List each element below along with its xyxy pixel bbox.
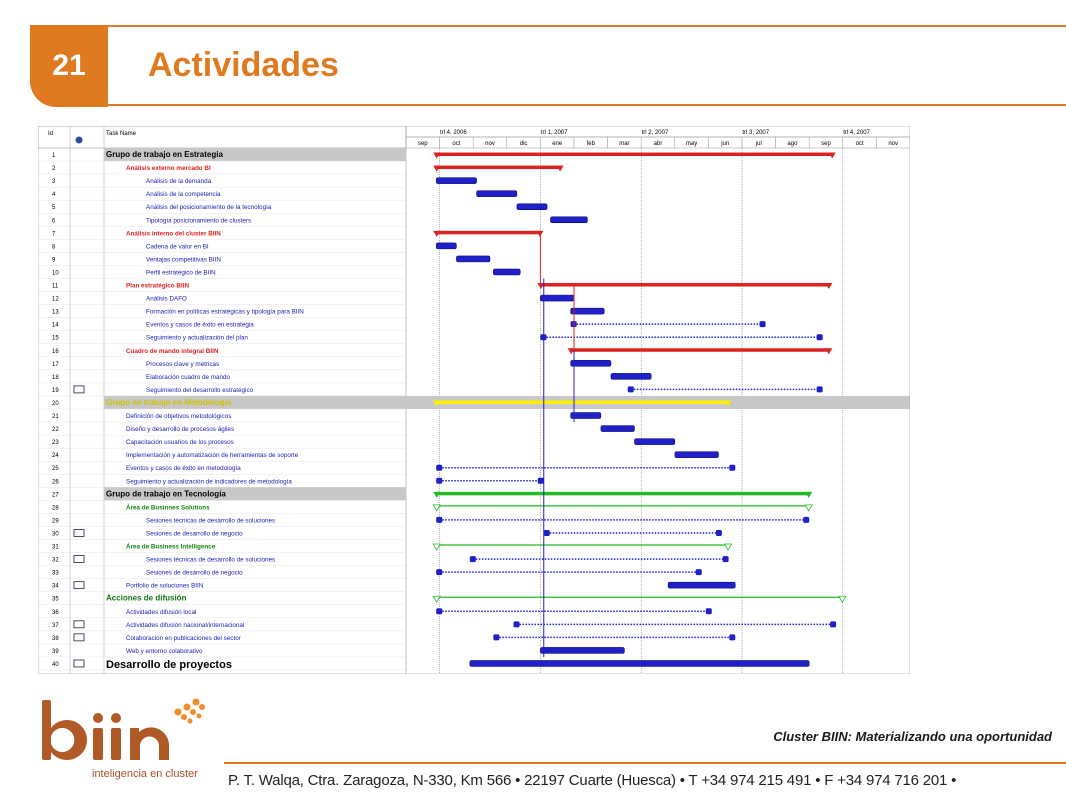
task-segment [628,386,634,392]
month-label: nov [485,141,495,147]
task-id: 37 [52,622,59,629]
task-segment [729,465,735,471]
task-id: 36 [52,609,59,616]
task-name: Desarrollo de proyectos [106,658,232,671]
task-segment [436,608,442,614]
summary-end-marker [433,596,440,602]
task-name: Portfolio de soluciones BIIN [126,582,204,590]
task-name-header: Task Name [106,131,137,137]
task-id: 5 [52,205,56,212]
table-header [38,126,406,148]
task-name: Eventos y casos de éxito en metodología [126,465,241,473]
task-bar [540,647,624,653]
task-bar [601,426,635,432]
task-bar [436,178,476,184]
info-icon [76,137,83,144]
task-bar [517,204,547,210]
task-name: Seguimiento del desarrollo estratégico [146,386,254,394]
task-name: Diseño y desarrollo de procesos ágiles [126,426,235,434]
task-segment [830,621,836,627]
month-label: jul [755,141,762,147]
task-segment [760,321,766,327]
month-label: may [685,141,698,147]
task-segment [723,556,729,562]
task-id: 35 [52,596,59,603]
task-name: Capacitación usuarios de los procesos [126,439,234,447]
task-indicator-icon [74,556,84,563]
task-id: 24 [52,453,59,460]
task-name: Área de Businnes Solutions [126,504,210,512]
task-id: 11 [52,283,59,290]
task-id: 4 [52,192,56,199]
task-name: Acciones de difusión [106,593,187,603]
task-name: Sesiones de desarrollo de negocio [146,569,243,577]
task-bar [456,256,490,262]
task-segment [436,569,442,575]
task-segment [817,334,823,340]
task-id: 1 [52,153,56,159]
task-id: 15 [52,335,59,342]
quarter-label: trl 4, 2007 [843,130,870,136]
task-name: Seguimiento y actualización de indicadores de metodología [126,478,292,486]
task-segment [817,386,823,392]
task-name: Actividades difusión local [126,608,197,616]
task-id: 32 [52,557,59,564]
month-label: nov [888,141,899,147]
task-id: 8 [52,244,56,251]
task-id: 9 [52,257,56,264]
task-segment [696,569,702,575]
task-bar [675,452,719,458]
task-bar [571,413,601,419]
task-id: 27 [52,492,59,499]
task-id: 33 [52,570,59,577]
task-name: Análisis interno del cluster BIIN [126,230,221,238]
task-indicator-icon [74,634,84,641]
quarter-label: trl 4, 2006 [440,130,467,136]
footer-divider [224,762,1066,764]
task-name: Eventos y casos de éxito en estrategia [146,321,254,329]
month-label: oct [855,141,864,147]
summary-end-marker [805,505,812,511]
summary-bar [436,153,832,157]
task-name: Cuadro de mando integral BIIN [126,347,219,355]
task-segment [803,517,809,523]
month-label: sep [417,141,428,147]
task-id: 12 [52,296,59,303]
task-segment [514,621,520,627]
summary-end-marker [725,544,732,550]
task-name: Análisis de la demanda [146,178,212,186]
month-label: jun [721,141,730,147]
summary-bar [436,400,728,404]
task-id: 25 [52,466,59,473]
task-id: 2 [52,166,56,173]
task-bar [436,243,456,249]
task-segment [538,478,544,484]
logo-tagline: inteligencia en cluster [92,768,198,780]
task-segment [716,530,722,536]
task-name: Análisis externo mercado BI [126,165,211,173]
summary-bar [436,166,560,170]
task-name: Sesiones técnicas de desarrollo de soluciones [146,517,276,525]
task-name: Ventajas competitivas BIIN [146,256,221,264]
task-name: Procesos clave y métricas [146,360,220,368]
task-id: 29 [52,518,59,525]
task-indicator-icon [74,621,84,628]
summary-end-marker [433,544,440,550]
task-bar [540,295,574,301]
task-id: 40 [52,661,59,668]
task-id: 13 [52,309,59,316]
task-bar [550,217,587,223]
footer-address: P. T. Walqa, Ctra. Zaragoza, N-330, Km 566 • 22197 Cuarte (Huesca) • T +34 974 215 491 • F +34 974 716 201 • [228,772,957,789]
task-name: Perfil estratégico de BIIN [146,269,216,277]
task-name: Formación en políticas estratégicas y tipología para BIIN [146,308,304,316]
task-id: 14 [52,322,59,329]
task-name: Web y entorno colaborativo [126,647,203,655]
quarter-label: trl 3, 2007 [742,130,770,136]
month-label: ene [552,141,563,147]
task-id: 22 [52,427,59,434]
task-name: Grupo de trabajo en Metodología [106,397,232,407]
task-name: Plan estratégico BIIN [126,282,189,290]
gantt-chart [38,126,910,674]
task-name: Análisis de la competencia [146,191,221,199]
task-segment [706,608,712,614]
task-segment [493,634,499,640]
task-id: 16 [52,348,59,355]
task-bar [470,660,809,666]
quarter-label: trl 2, 2007 [641,130,669,136]
task-bar [611,373,651,379]
task-name: Definición de objetivos metodológicos [126,413,232,420]
task-segment [729,634,735,640]
task-name: Elaboración cuadro de mando [146,373,231,381]
task-id: 30 [52,531,59,538]
title-divider [108,104,1066,106]
task-segment [436,478,442,484]
month-label: sep [821,141,831,147]
task-id: 6 [52,218,56,225]
month-label: dic [519,141,528,147]
task-name: Análisis del posicionamiento de la tecnología [146,204,272,212]
month-label: abr [653,141,663,147]
task-id: 23 [52,440,59,447]
task-bar [571,308,605,314]
task-indicator-icon [74,582,84,589]
task-id: 21 [52,414,59,420]
task-bar [477,191,517,197]
task-bar [571,360,611,366]
summary-bar [571,348,830,352]
month-label: mar [619,141,630,147]
task-id: 39 [52,648,59,655]
task-indicator-icon [74,386,84,393]
task-id: 10 [52,270,59,277]
task-id: 26 [52,479,59,486]
summary-bar [540,283,829,287]
cluster-caption: Cluster BIIN: Materializando una oportunidad [773,729,1052,744]
task-bar [493,269,520,275]
quarter-label: trl 1, 2007 [540,130,568,136]
task-bar [634,439,674,445]
task-name: Colaboración en publicaciones del sector [126,634,241,642]
task-name: Área de Business Intelligence [126,543,216,551]
task-id: 20 [52,400,59,407]
task-id: 28 [52,505,59,512]
task-name: Sesiones técnicas de desarrollo de soluciones [146,556,276,564]
task-name: Cadena de valor en BI [146,243,209,251]
month-label: ago [787,141,798,147]
task-id: 7 [52,231,56,238]
task-id: 38 [52,635,59,642]
task-name: Tipología posicionamiento de clusters [146,217,252,225]
task-id: 19 [52,387,59,394]
summary-bar [436,231,540,235]
summary-end-marker [433,505,440,511]
month-label: feb [586,141,595,147]
task-segment [436,517,442,523]
task-name: Grupo de trabajo en Tecnología [106,489,226,499]
task-segment [436,465,442,471]
task-name: Seguimiento y actualización del plan [146,334,248,342]
task-name: Sesiones de desarrollo de negocio [146,530,243,538]
task-id: 3 [52,179,56,186]
task-name: Grupo de trabajo en Estrategia [106,150,223,159]
task-bar [668,582,735,588]
slide-number: 21 [30,25,108,107]
task-id: 34 [52,583,59,590]
page-title: Actividades [148,46,339,84]
id-header: Id [48,131,54,137]
task-id: 31 [52,544,59,551]
task-name: Análisis DAFO [146,295,187,303]
task-id: 17 [52,361,59,368]
task-name: Actividades difusión nacional/internacional [126,621,245,629]
task-id: 18 [52,374,59,381]
summary-end-marker [839,596,846,602]
task-indicator-icon [74,660,84,667]
task-segment [470,556,476,562]
task-indicator-icon [74,529,84,536]
summary-bar [436,492,809,496]
month-label: oct [452,141,461,147]
task-name: Implementación y automatización de herramientas de soporte [126,452,299,460]
top-divider [108,25,1066,27]
task-segment [544,530,550,536]
